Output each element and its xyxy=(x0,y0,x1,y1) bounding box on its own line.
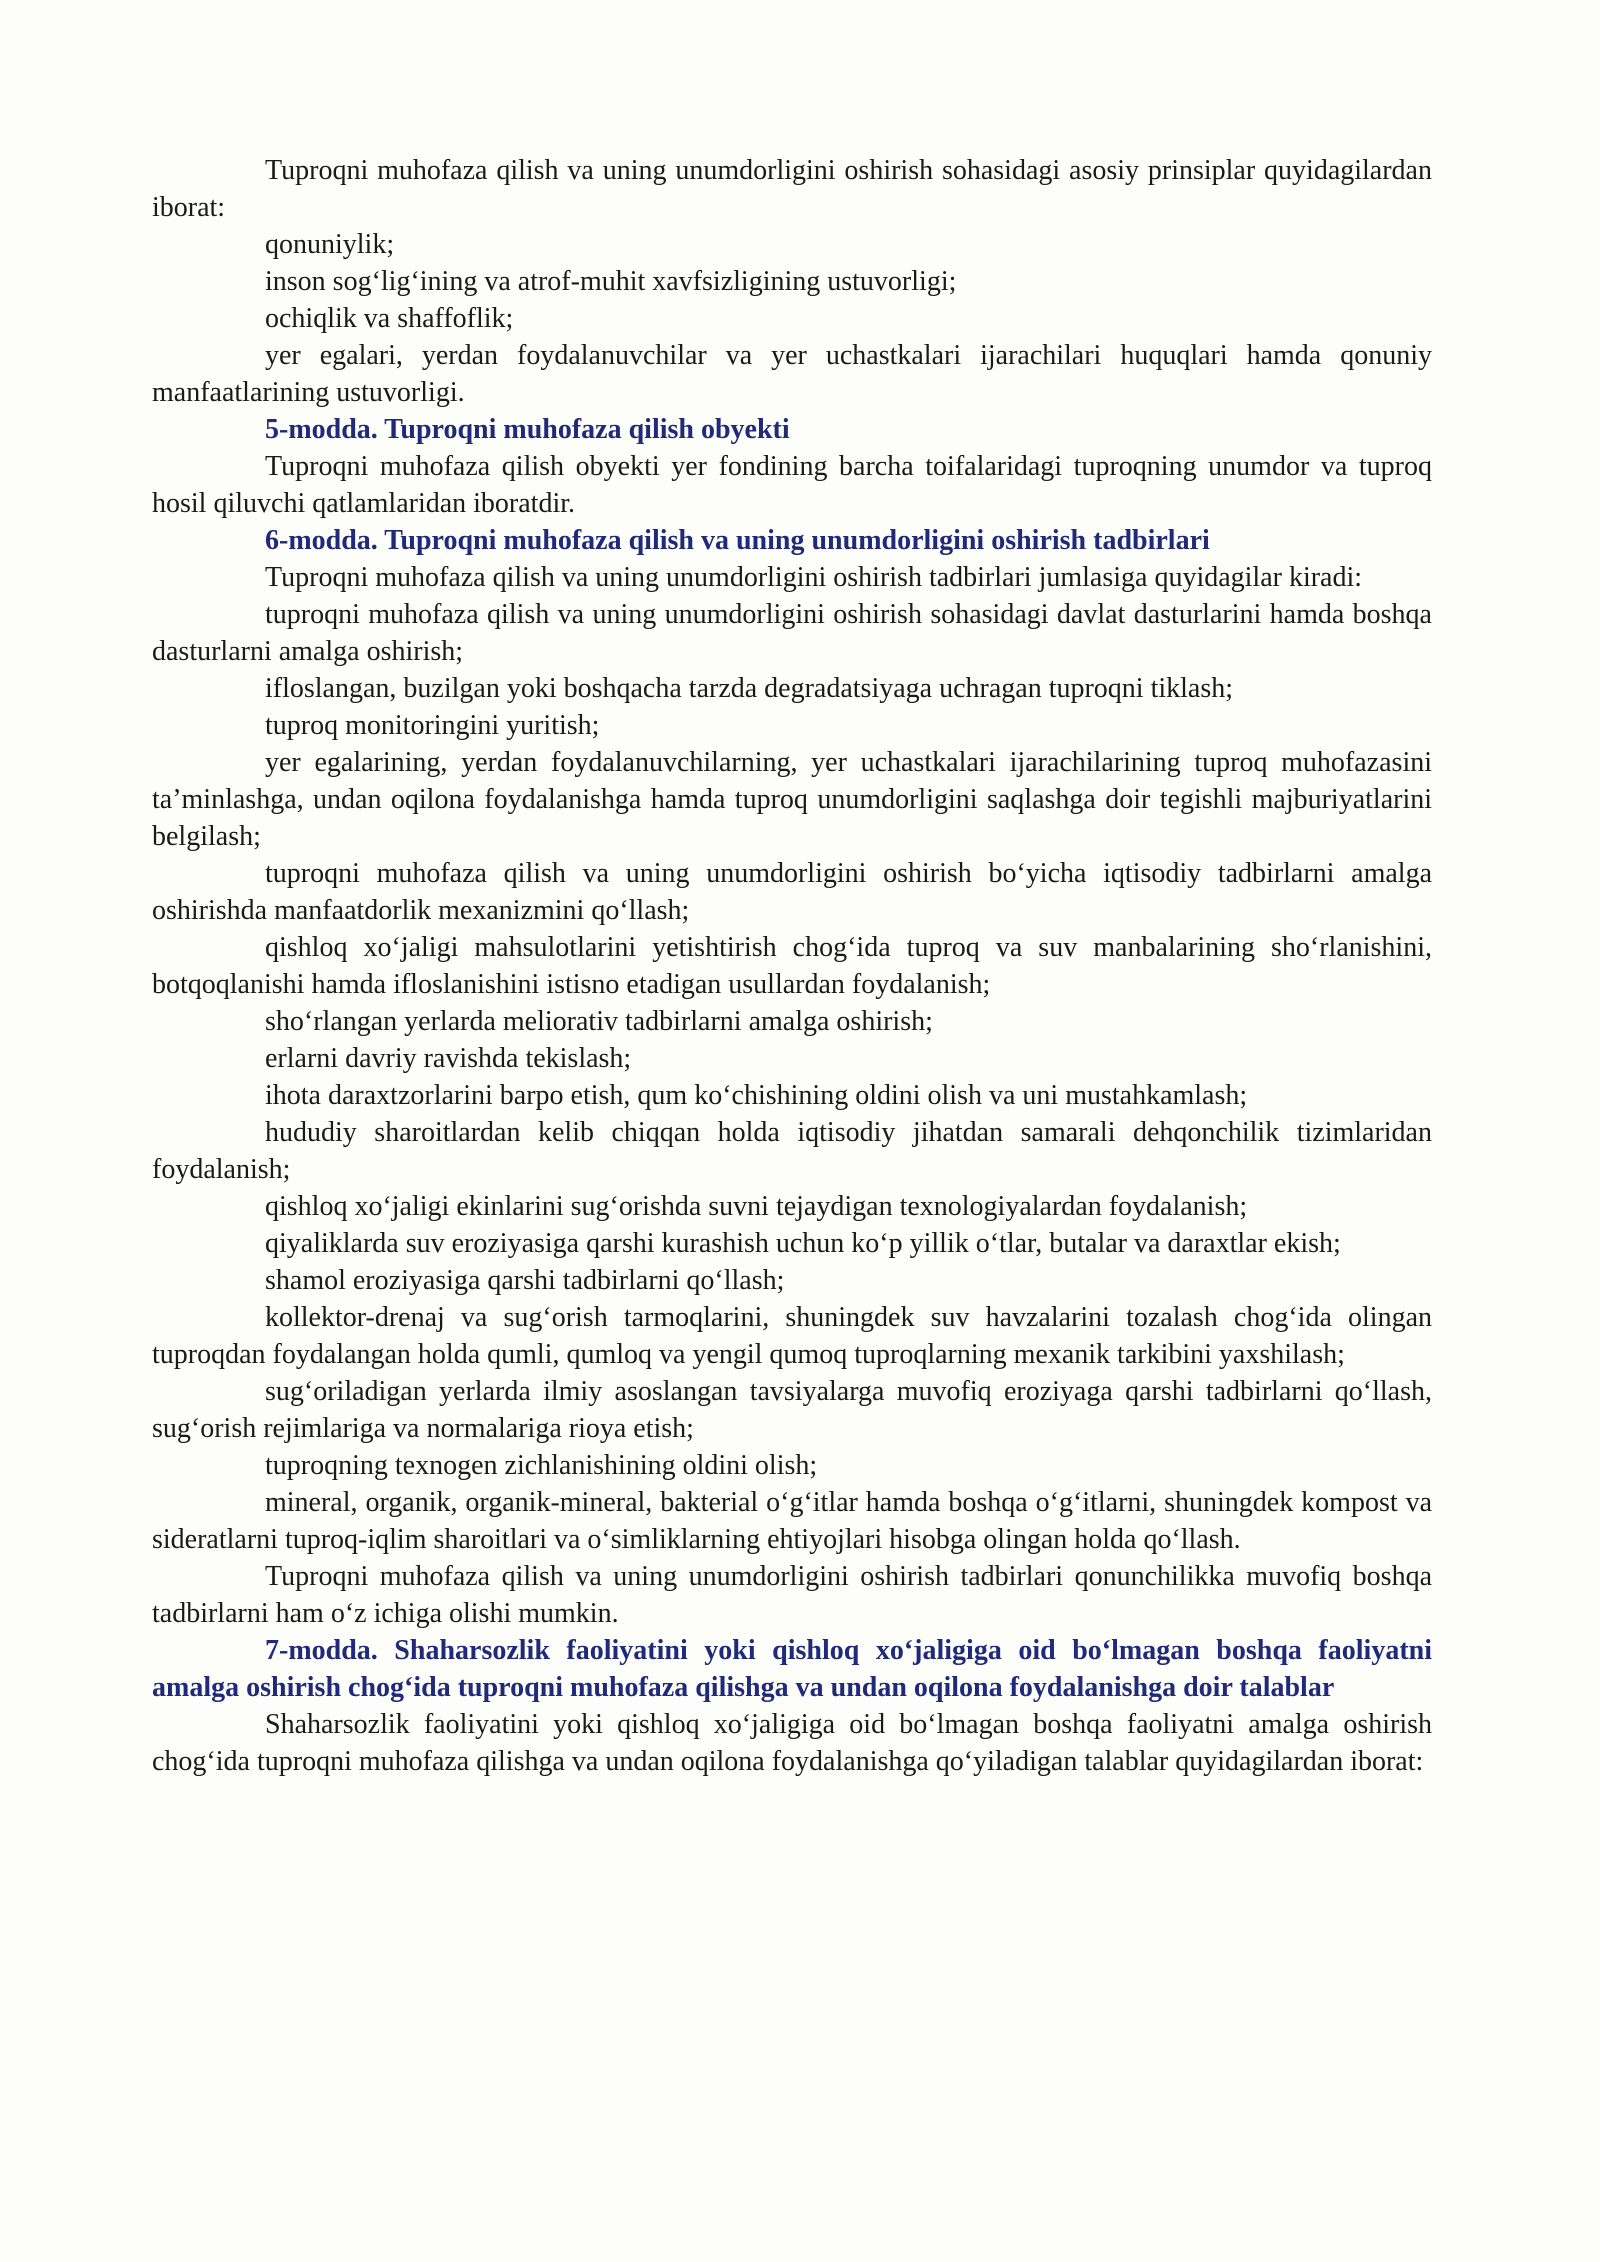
list-item: ihota daraxtzorlarini barpo etish, qum ko‘chishining oldini olish va uni mustahkamlash; xyxy=(265,1080,1248,1111)
list-item: hududiy sharoitlardan kelib chiqqan holda iqtisodiy jihatdan samarali dehqonchilik tizimlaridan foydalanish; xyxy=(152,1117,1432,1185)
list-item: tuproqni muhofaza qilish va uning unumdorligini oshirish sohasidagi davlat dasturlarini hamda boshqa dasturlarni amalga oshirish; xyxy=(152,599,1432,667)
paragraph: Tuproqni muhofaza qilish obyekti yer fondining barcha toifalaridagi tuproqning unumdor va tuproq hosil qiluvchi qatlamlaridan iboratdir. xyxy=(152,451,1432,519)
list-item: inson sog‘lig‘ining va atrof-muhit xavfsizligining ustuvorligi; xyxy=(265,266,957,297)
list-item: sho‘rlangan yerlarda meliorativ tadbirlarni amalga oshirish; xyxy=(265,1006,933,1037)
paragraph: Tuproqni muhofaza qilish va uning unumdorligini oshirish sohasidagi asosiy prinsiplar quyidagilardan iborat: xyxy=(152,155,1432,223)
list-item: tuproq monitoringini yuritish; xyxy=(265,710,600,741)
list-item: qiyaliklarda suv eroziyasiga qarshi kurashish uchun ko‘p yillik o‘tlar, butalar va daraxtlar ekish; xyxy=(265,1228,1341,1259)
paragraph: Tuproqni muhofaza qilish va uning unumdorligini oshirish tadbirlari qonunchilikka muvofiq boshqa tadbirlarni ham o‘z ichiga olishi mumkin. xyxy=(152,1561,1432,1629)
list-item: mineral, organik, organik-mineral, bakterial o‘g‘itlar hamda boshqa o‘g‘itlarni, shuningdek kompost va sideratlarni tuproq-iqlim sharoitlari va o‘simliklarning ehtiyojlari hisobga olingan holda qo‘llash. xyxy=(152,1487,1432,1555)
article-5-heading: 5-modda. Tuproqni muhofaza qilish obyekti xyxy=(265,414,790,445)
article-6-heading: 6-modda. Tuproqni muhofaza qilish va uning unumdorligini oshirish tadbirlari xyxy=(265,525,1210,556)
document-page xyxy=(152,152,1432,1780)
list-item: tuproqning texnogen zichlanishining oldini olish; xyxy=(265,1450,818,1481)
list-item: shamol eroziyasiga qarshi tadbirlarni qo‘llash; xyxy=(265,1265,785,1296)
list-item: qishloq xo‘jaligi mahsulotlarini yetishtirish chog‘ida tuproq va suv manbalarining sho‘rlanishini, botqoqlanishi hamda ifloslanishini istisno etadigan usullardan foydalanish; xyxy=(152,932,1432,1000)
list-item: ifloslangan, buzilgan yoki boshqacha tarzda degradatsiyaga uchragan tuproqni tiklash; xyxy=(265,673,1234,704)
list-item: yer egalarining, yerdan foydalanuvchilarning, yer uchastkalari ijarachilarining tuproq muhofazasini ta’minlashga, undan oqilona foydalanishga hamda tuproq unumdorligini saqlashga doir tegishli majburiyatlarini belgilash; xyxy=(152,747,1432,852)
article-7-heading: 7-modda. Shaharsozlik faoliyatini yoki qishloq xo‘jaligiga oid bo‘lmagan boshqa faoliyatni amalga oshirish chog‘ida tuproqni muhofaza qilishga va undan oqilona foydalanishga doir talablar xyxy=(152,1635,1432,1703)
list-item: erlarni davriy ravishda tekislash; xyxy=(265,1043,632,1074)
list-item: qishloq xo‘jaligi ekinlarini sug‘orishda suvni tejaydigan texnologiyalardan foydalanish; xyxy=(265,1191,1248,1222)
paragraph: Tuproqni muhofaza qilish va uning unumdorligini oshirish tadbirlari jumlasiga quyidagilar kiradi: xyxy=(265,562,1363,593)
list-item: qonuniylik; xyxy=(265,229,395,260)
list-item: tuproqni muhofaza qilish va uning unumdorligini oshirish bo‘yicha iqtisodiy tadbirlarni amalga oshirishda manfaatdorlik mexanizmini qo‘llash; xyxy=(152,858,1432,926)
list-item: sug‘oriladigan yerlarda ilmiy asoslangan tavsiyalarga muvofiq eroziyaga qarshi tadbirlarni qo‘llash, sug‘orish rejimlariga va normalariga rioya etish; xyxy=(152,1376,1432,1444)
list-item: yer egalari, yerdan foydalanuvchilar va yer uchastkalari ijarachilari huquqlari hamda qonuniy manfaatlarining ustuvorligi. xyxy=(152,340,1432,408)
paragraph: Shaharsozlik faoliyatini yoki qishloq xo‘jaligiga oid bo‘lmagan boshqa faoliyatni amalga oshirish chog‘ida tuproqni muhofaza qilishga va undan oqilona foydalanishga qo‘yiladigan talablar quyidagilardan iborat: xyxy=(152,1709,1432,1777)
list-item: ochiqlik va shaffoflik; xyxy=(265,303,514,334)
list-item: kollektor-drenaj va sug‘orish tarmoqlarini, shuningdek suv havzalarini tozalash chog‘ida olingan tuproqdan foydalangan holda qumli, qumloq va yengil qumoq tuproqlarning mexanik tarkibini yaxshilash; xyxy=(152,1302,1432,1370)
